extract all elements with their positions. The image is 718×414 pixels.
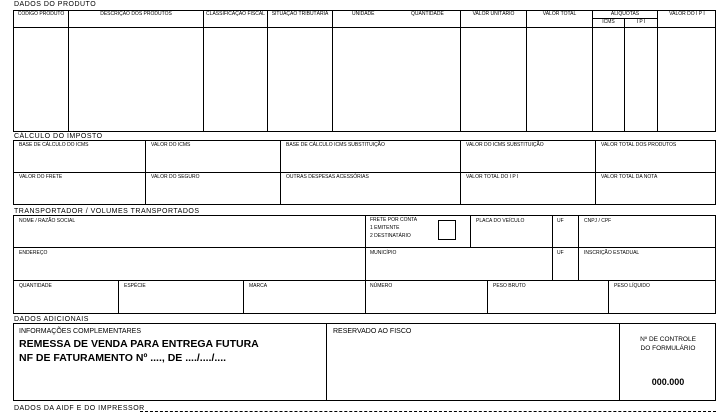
col-valor-unitario: VALOR UNITÁRIO [472,11,515,17]
controle-numero: 000.000 [651,377,685,387]
valor-icms-label: VALOR DO ICMS [151,142,191,148]
produto-section-title: DADOS DO PRODUTO [14,1,97,8]
nome-razao-label: NOME / RAZÃO SOCIAL [19,218,76,224]
aidf-dashed-line [140,411,716,412]
valor-seguro-label: VALOR DO SEGURO [151,174,200,180]
base-icms-label: BASE DE CÁLCULO DO ICMS [19,142,89,148]
col-ipi: I P I [636,19,646,25]
marca-label: MARCA [249,283,268,289]
imposto-section-title: CÁLCULO DO IMPOSTO [14,133,103,140]
col-situacao-tributaria: SITUAÇÃO TRIBUTÁRIA [271,11,329,17]
municipio-label: MUNICÍPIO [370,250,397,256]
frete-checkbox[interactable] [438,220,456,240]
produto-header-divider [13,27,716,28]
col-valor-ipi: VALOR DO I P I [669,11,705,17]
reservado-fisco-label: RESERVADO AO FISCO [333,328,412,335]
produto-table [13,10,716,132]
info-line-1: REMESSA DE VENDA PARA ENTREGA FUTURA [19,338,259,350]
outras-despesas-label: OUTRAS DESPESAS ACESSÓRIAS [286,174,369,180]
peso-liquido-label: PESO LÍQUIDO [614,283,650,289]
controle-label-1: Nº DE CONTROLE [640,336,696,343]
col-quantidade: QUANTIDADE [411,11,444,17]
peso-bruto-label: PESO BRUTO [493,283,526,289]
controle-label-2: DO FORMULÁRIO [640,345,696,352]
numero-label: NÚMERO [370,283,393,289]
col-icms: ICMS [602,19,615,25]
total-nota-label: VALOR TOTAL DA NOTA [601,174,658,180]
transportador-section-title: TRANSPORTADOR / VOLUMES TRANSPORTADOS [14,208,200,215]
col-valor-total: VALOR TOTAL [542,11,577,17]
quantidade-label: QUANTIDADE [19,283,52,289]
placa-veiculo-label: PLACA DO VEÍCULO [476,218,525,224]
col-classificacao-fiscal: CLASSIFICAÇÃO FISCAL [206,11,265,17]
valor-icms-subst-label: VALOR DO ICMS SUBSTITUIÇÃO [466,142,544,148]
valor-frete-label: VALOR DO FRETE [19,174,63,180]
frete-por-conta-label: FRETE POR CONTA [370,217,418,223]
inscricao-estadual-label: INSCRIÇÃO ESTADUAL [584,250,640,256]
total-ipi-label: VALOR TOTAL DO I P I [466,174,519,180]
col-codigo-produto: CÓDIGO PRODUTO [17,11,65,17]
especie-label: ESPÉCIE [124,283,146,289]
col-aliquotas: ALÍQUOTAS [610,11,640,17]
col-descricao: DESCRIÇÃO DOS PRODUTOS [100,11,172,17]
cnpj-cpf-label: CNPJ / CPF [584,218,612,224]
info-complementares-label: INFORMAÇÕES COMPLEMENTARES [19,328,141,335]
aidf-section-title: DADOS DA AIDF E DO IMPRESSOR [14,405,145,412]
endereco-label: ENDEREÇO [19,250,48,256]
frete-emitente-label: 1 EMITENTE [370,225,400,231]
adicionais-section-title: DADOS ADICIONAIS [14,316,89,323]
total-produtos-label: VALOR TOTAL DOS PRODUTOS [601,142,677,148]
info-line-2: NF DE FATURAMENTO Nº ...., DE ..../..../.... [19,352,227,364]
base-icms-subst-label: BASE DE CÁLCULO ICMS SUBSTITUIÇÃO [286,142,385,148]
frete-destinatario-label: 2 DESTINATÁRIO [370,233,411,239]
uf-label-1: UF [557,218,564,224]
col-unidade: UNIDADE [352,11,375,17]
uf-label-2: UF [557,250,564,256]
